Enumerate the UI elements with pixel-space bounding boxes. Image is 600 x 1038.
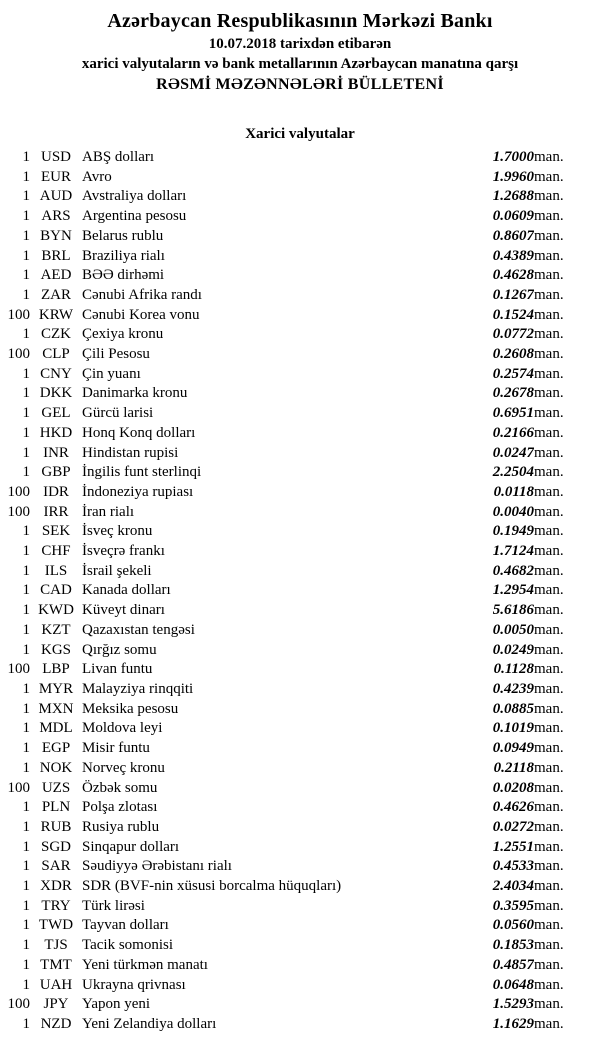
unit-label: man. xyxy=(534,208,564,225)
currency-name: İsveçrə frankı xyxy=(82,543,165,560)
rate-value: 1.9960 xyxy=(492,168,534,185)
unit-label: man. xyxy=(534,562,564,579)
qty-cell: 1 xyxy=(22,168,30,185)
table-row xyxy=(0,463,600,483)
unit-label: man. xyxy=(534,917,564,934)
currency-name: Belarus rublu xyxy=(82,227,164,244)
rate-value: 1.2688 xyxy=(492,188,534,205)
qty-cell: 1 xyxy=(22,700,30,717)
currency-name: Malayziya rinqqiti xyxy=(82,680,194,697)
table-row xyxy=(0,404,600,424)
currency-code: UAH xyxy=(39,976,73,993)
unit-label: man. xyxy=(534,286,564,303)
rate-value: 0.6951 xyxy=(492,405,534,422)
table-row xyxy=(0,365,600,385)
rates-table-body xyxy=(0,148,600,1035)
qty-cell: 1 xyxy=(22,444,30,461)
currency-code: SGD xyxy=(40,838,71,855)
unit-label: man. xyxy=(534,838,564,855)
currency-code: MYR xyxy=(38,680,74,697)
unit-label: man. xyxy=(534,188,564,205)
unit-label: man. xyxy=(534,326,564,343)
rate-value: 0.1524 xyxy=(492,306,534,323)
rate-value: 0.4682 xyxy=(492,562,534,579)
qty-cell: 1 xyxy=(22,385,30,402)
currency-code: LBP xyxy=(42,661,70,678)
table-row xyxy=(0,995,600,1015)
bulletin-title: RƏSMİ MƏZƏNNƏLƏRİ BÜLLETENİ xyxy=(156,76,444,93)
unit-label: man. xyxy=(534,976,564,993)
unit-label: man. xyxy=(534,858,564,875)
rate-value: 0.1853 xyxy=(492,937,534,954)
rate-value: 0.0050 xyxy=(492,621,534,638)
table-row xyxy=(0,168,600,188)
currency-code: XDR xyxy=(40,878,72,895)
qty-cell: 1 xyxy=(22,878,30,895)
table-row xyxy=(0,384,600,404)
table-row xyxy=(0,660,600,680)
qty-cell: 1 xyxy=(22,621,30,638)
currency-code: KWD xyxy=(38,602,74,619)
unit-label: man. xyxy=(534,227,564,244)
currency-code: SAR xyxy=(41,858,71,875)
unit-label: man. xyxy=(534,818,564,835)
rates-table xyxy=(0,148,600,1035)
table-row xyxy=(0,1015,600,1035)
table-row xyxy=(0,739,600,759)
unit-label: man. xyxy=(534,740,564,757)
currency-code: DKK xyxy=(39,385,73,402)
qty-cell: 1 xyxy=(22,818,30,835)
rate-value: 0.1949 xyxy=(492,523,534,540)
currency-name: Qırğız somu xyxy=(82,641,157,658)
currency-code: KRW xyxy=(38,306,74,323)
qty-cell: 1 xyxy=(22,365,30,382)
currency-code: ARS xyxy=(41,208,71,225)
rate-value: 0.4239 xyxy=(492,680,534,697)
table-row xyxy=(0,148,600,168)
currency-code: CHF xyxy=(41,543,71,560)
currency-code: GEL xyxy=(41,405,71,422)
unit-label: man. xyxy=(534,661,564,678)
currency-name: Hindistan rupisi xyxy=(82,444,179,461)
table-row xyxy=(0,542,600,562)
currency-name: Türk lirəsi xyxy=(82,897,145,914)
currency-name: İndoneziya rupiası xyxy=(82,483,194,500)
table-row xyxy=(0,976,600,996)
currency-name: Qazaxıstan tengəsi xyxy=(82,621,195,638)
table-row xyxy=(0,759,600,779)
rate-value: 0.4628 xyxy=(492,267,534,284)
currency-code: MDL xyxy=(39,720,73,737)
table-row xyxy=(0,700,600,720)
currency-code: KGS xyxy=(40,641,71,658)
currency-code: GBP xyxy=(41,464,71,481)
unit-label: man. xyxy=(534,759,564,776)
currency-name: Çexiya kronu xyxy=(82,326,164,343)
currency-name: Sinqapur dolları xyxy=(82,838,180,855)
unit-label: man. xyxy=(534,779,564,796)
rate-value: 0.0949 xyxy=(492,740,534,757)
unit-label: man. xyxy=(534,424,564,441)
rate-value: 0.0272 xyxy=(492,818,534,835)
table-row xyxy=(0,621,600,641)
rate-value: 0.2574 xyxy=(492,365,534,382)
unit-label: man. xyxy=(534,621,564,638)
qty-cell: 1 xyxy=(22,286,30,303)
qty-cell: 1 xyxy=(22,858,30,875)
unit-label: man. xyxy=(534,700,564,717)
table-row xyxy=(0,897,600,917)
unit-label: man. xyxy=(534,641,564,658)
qty-cell: 1 xyxy=(22,247,30,264)
qty-cell: 1 xyxy=(22,799,30,816)
currency-code: NZD xyxy=(40,1015,72,1032)
qty-cell: 100 xyxy=(7,346,30,363)
qty-cell: 1 xyxy=(22,976,30,993)
rate-value: 1.5293 xyxy=(492,996,534,1013)
currency-code: CNY xyxy=(40,365,72,382)
qty-cell: 100 xyxy=(7,779,30,796)
qty-cell: 1 xyxy=(22,838,30,855)
currency-name: Tacik somonisi xyxy=(82,937,174,954)
currency-name: Norveç kronu xyxy=(82,759,165,776)
currency-code: IRR xyxy=(43,503,69,520)
unit-label: man. xyxy=(534,720,564,737)
unit-label: man. xyxy=(534,444,564,461)
rate-value: 0.2678 xyxy=(492,385,534,402)
currency-name: Özbək somu xyxy=(82,779,158,796)
currency-name: İsveç kronu xyxy=(82,523,153,540)
currency-name: İngilis funt sterlinqi xyxy=(82,464,202,481)
rate-value: 0.8607 xyxy=(492,227,534,244)
currency-name: Misir funtu xyxy=(82,740,150,757)
currency-code: BRL xyxy=(41,247,71,264)
qty-cell: 1 xyxy=(22,227,30,244)
rate-value: 0.0208 xyxy=(492,779,534,796)
table-row xyxy=(0,207,600,227)
currency-name: Meksika pesosu xyxy=(82,700,179,717)
currency-code: INR xyxy=(43,444,69,461)
unit-label: man. xyxy=(534,602,564,619)
qty-cell: 100 xyxy=(7,483,30,500)
unit-label: man. xyxy=(534,523,564,540)
rate-value: 0.4626 xyxy=(492,799,534,816)
currency-name: Çili Pesosu xyxy=(82,346,150,363)
table-row xyxy=(0,247,600,267)
rate-value: 0.0560 xyxy=(492,917,534,934)
unit-label: man. xyxy=(534,405,564,422)
table-row xyxy=(0,857,600,877)
table-row xyxy=(0,818,600,838)
unit-label: man. xyxy=(534,149,564,165)
currency-code: ILS xyxy=(44,562,68,579)
qty-cell: 1 xyxy=(22,740,30,757)
table-row xyxy=(0,424,600,444)
rate-value: 0.1267 xyxy=(492,286,534,303)
qty-cell: 1 xyxy=(22,562,30,579)
qty-cell: 1 xyxy=(22,424,30,441)
currency-code: TJS xyxy=(44,937,68,954)
rate-value: 0.1019 xyxy=(492,720,534,737)
qty-cell: 1 xyxy=(22,208,30,225)
table-row xyxy=(0,503,600,523)
currency-name: İsrail şekeli xyxy=(82,562,152,579)
rate-value: 0.4533 xyxy=(492,858,534,875)
currency-name: Səudiyyə Ərəbistanı rialı xyxy=(82,858,232,875)
qty-cell: 1 xyxy=(22,956,30,973)
qty-cell: 1 xyxy=(22,267,30,284)
unit-label: man. xyxy=(534,1015,564,1032)
currency-name: Honq Konq dolları xyxy=(82,424,196,441)
qty-cell: 1 xyxy=(22,680,30,697)
unit-label: man. xyxy=(534,365,564,382)
currency-code: TMT xyxy=(40,956,72,973)
currency-name: Kanada dolları xyxy=(82,582,171,599)
unit-label: man. xyxy=(534,168,564,185)
document-header xyxy=(0,0,600,95)
currency-name: Tayvan dolları xyxy=(82,917,169,934)
table-row xyxy=(0,266,600,286)
currency-name: Polşa zlotası xyxy=(82,799,158,816)
currency-code: TWD xyxy=(38,917,74,934)
currency-code: JPY xyxy=(43,996,69,1013)
currency-code: CZK xyxy=(41,326,71,343)
rate-value: 0.0772 xyxy=(492,326,534,343)
rate-value: 0.0648 xyxy=(492,976,534,993)
currency-name: Moldova leyi xyxy=(82,720,163,737)
qty-cell: 1 xyxy=(22,641,30,658)
unit-label: man. xyxy=(534,464,564,481)
qty-cell: 1 xyxy=(22,582,30,599)
rate-value: 5.6186 xyxy=(492,602,534,619)
qty-cell: 1 xyxy=(22,405,30,422)
currency-code: RUB xyxy=(40,818,72,835)
table-row xyxy=(0,641,600,661)
rate-value: 0.2118 xyxy=(493,759,534,776)
rate-value: 0.0118 xyxy=(493,483,534,500)
unit-label: man. xyxy=(534,799,564,816)
currency-code: SEK xyxy=(41,523,71,540)
table-row xyxy=(0,325,600,345)
rate-value: 2.2504 xyxy=(492,464,534,481)
currency-name: Danimarka kronu xyxy=(82,385,188,402)
currency-name: SDR (BVF-nin xüsusi borcalma hüquqları) xyxy=(82,878,342,895)
currency-name: Yapon yeni xyxy=(82,996,151,1013)
qty-cell: 1 xyxy=(22,602,30,619)
currency-name: Argentina pesosu xyxy=(82,208,187,225)
table-row xyxy=(0,719,600,739)
currency-name: Gürcü larisi xyxy=(82,405,154,422)
qty-cell: 1 xyxy=(22,523,30,540)
unit-label: man. xyxy=(534,306,564,323)
rate-value: 0.0609 xyxy=(492,208,534,225)
table-row xyxy=(0,798,600,818)
qty-cell: 1 xyxy=(22,1015,30,1032)
rate-value: 1.2551 xyxy=(492,838,534,855)
currency-code: PLN xyxy=(41,799,71,816)
qty-cell: 100 xyxy=(7,661,30,678)
currency-code: KZT xyxy=(41,621,71,638)
currency-code: ZAR xyxy=(41,286,71,303)
qty-cell: 1 xyxy=(22,917,30,934)
unit-label: man. xyxy=(534,956,564,973)
currency-name: BƏƏ dirhəmi xyxy=(82,267,165,284)
qty-cell: 1 xyxy=(22,188,30,205)
qty-cell: 1 xyxy=(22,720,30,737)
unit-label: man. xyxy=(534,346,564,363)
currency-code: EGP xyxy=(41,740,71,757)
currency-code: AUD xyxy=(39,188,73,205)
rate-value: 2.4034 xyxy=(492,878,534,895)
currency-name: Cənubi Afrika randı xyxy=(82,286,202,303)
table-row xyxy=(0,956,600,976)
rate-value: 0.0249 xyxy=(492,641,534,658)
currency-name: Ukrayna qrivnası xyxy=(82,976,186,993)
currency-code: BYN xyxy=(40,227,72,244)
currency-code: CAD xyxy=(40,582,72,599)
currency-name: Yeni türkmən manatı xyxy=(82,956,208,973)
unit-label: man. xyxy=(534,878,564,895)
table-row xyxy=(0,286,600,306)
qty-cell: 1 xyxy=(22,543,30,560)
qty-cell: 100 xyxy=(7,996,30,1013)
qty-cell: 1 xyxy=(22,759,30,776)
unit-label: man. xyxy=(534,543,564,560)
currency-code: HKD xyxy=(39,424,73,441)
currency-name: Cənubi Korea vonu xyxy=(82,306,200,323)
currency-name: Çin yuanı xyxy=(82,365,141,382)
table-row xyxy=(0,522,600,542)
rate-value: 1.2954 xyxy=(492,582,534,599)
rate-value: 0.3595 xyxy=(492,897,534,914)
currency-name: Küveyt dinarı xyxy=(82,602,165,619)
qty-cell: 100 xyxy=(7,306,30,323)
table-row xyxy=(0,562,600,582)
rate-value: 0.0885 xyxy=(492,700,534,717)
table-row xyxy=(0,581,600,601)
table-row xyxy=(0,306,600,326)
currency-code: MXN xyxy=(38,700,74,717)
qty-cell: 1 xyxy=(22,464,30,481)
unit-label: man. xyxy=(534,483,564,500)
table-row xyxy=(0,779,600,799)
rate-value: 0.0247 xyxy=(492,444,534,461)
unit-label: man. xyxy=(534,897,564,914)
rate-value: 0.2166 xyxy=(492,424,534,441)
qty-cell: 1 xyxy=(22,326,30,343)
unit-label: man. xyxy=(534,680,564,697)
currency-code: AED xyxy=(40,267,72,284)
rate-value: 0.0040 xyxy=(492,503,534,520)
unit-label: man. xyxy=(534,996,564,1013)
currency-code: UZS xyxy=(41,779,71,796)
rate-value: 1.7124 xyxy=(492,543,534,560)
table-row xyxy=(0,680,600,700)
table-row xyxy=(0,601,600,621)
currency-name: Rusiya rublu xyxy=(82,818,160,835)
unit-label: man. xyxy=(534,385,564,402)
table-row xyxy=(0,187,600,207)
currency-code: TRY xyxy=(41,897,71,914)
currency-code: IDR xyxy=(43,483,69,500)
table-row xyxy=(0,838,600,858)
table-row xyxy=(0,345,600,365)
table-row xyxy=(0,877,600,897)
currency-name: İran rialı xyxy=(82,503,135,520)
qty-cell: 1 xyxy=(22,897,30,914)
unit-label: man. xyxy=(534,267,564,284)
table-row xyxy=(0,227,600,247)
currency-code: USD xyxy=(40,149,71,165)
unit-label: man. xyxy=(534,247,564,264)
rate-value: 0.1128 xyxy=(493,661,534,678)
currency-name: Braziliya rialı xyxy=(82,247,165,264)
qty-cell: 100 xyxy=(7,503,30,520)
table-row xyxy=(0,916,600,936)
currency-name: Avstraliya dolları xyxy=(82,188,187,205)
table-row xyxy=(0,483,600,503)
currency-name: Avro xyxy=(82,168,112,185)
unit-label: man. xyxy=(534,503,564,520)
unit-label: man. xyxy=(534,937,564,954)
table-row xyxy=(0,444,600,464)
currency-code: CLP xyxy=(42,346,70,363)
subject-line: xarici valyutaların və bank metallarının Azərbaycan manatına qarşı xyxy=(81,56,519,72)
table-row xyxy=(0,936,600,956)
effective-date: 10.07.2018 tarixdən etibarən xyxy=(208,36,392,52)
unit-label: man. xyxy=(534,582,564,599)
currency-name: Livan funtu xyxy=(82,661,153,678)
rate-value: 0.2608 xyxy=(492,346,534,363)
rate-value: 1.1629 xyxy=(492,1015,534,1032)
currency-code: NOK xyxy=(39,759,73,776)
qty-cell: 1 xyxy=(22,937,30,954)
bank-title: Azərbaycan Respublikasının Mərkəzi Bankı xyxy=(107,10,493,32)
currency-name: Yeni Zelandiya dolları xyxy=(82,1015,217,1032)
rate-value: 0.4389 xyxy=(492,247,534,264)
rate-value: 0.4857 xyxy=(492,956,534,973)
currency-code: EUR xyxy=(41,168,71,185)
rate-value: 1.7000 xyxy=(492,149,534,165)
qty-cell: 1 xyxy=(22,149,30,165)
currency-name: ABŞ dolları xyxy=(82,149,155,165)
section-title-foreign-currencies: Xarici valyutalar xyxy=(245,126,355,142)
